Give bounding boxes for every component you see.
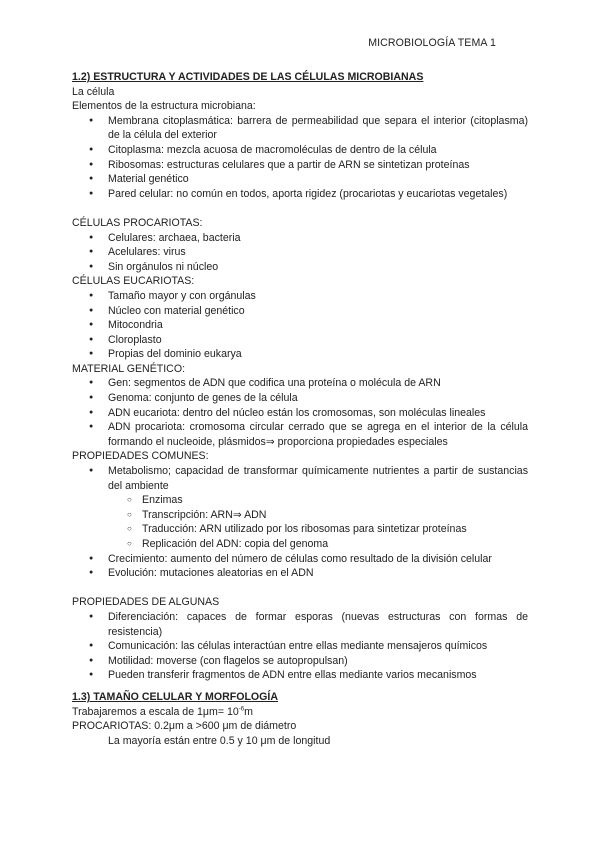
list-item: ● Pared celular: no común en todos, aporta rigidez (procariotas y eucariotas vegetales) bbox=[72, 187, 528, 202]
list-item: ● Tamaño mayor y con orgánulas bbox=[72, 289, 528, 304]
list-item: ● Diferenciación: capaces de formar esporas (nuevas estructuras con formas de resistencia) bbox=[72, 610, 528, 639]
list-item: ● Propias del dominio eukarya bbox=[72, 347, 528, 362]
list-item: ● Núcleo con material genético bbox=[72, 304, 528, 319]
list-item: ● Gen: segmentos de ADN que codifica una proteína o molécula de ARN bbox=[72, 376, 528, 391]
subtitle-la-celula: La célula bbox=[72, 85, 115, 98]
document-body bbox=[72, 70, 528, 748]
escala-unit: m bbox=[244, 705, 253, 718]
procariotas-title: CÉLULAS PROCARIOTAS: bbox=[72, 216, 203, 229]
comunes-list bbox=[72, 464, 528, 493]
escala-line bbox=[72, 705, 528, 720]
genetico-list bbox=[72, 376, 528, 449]
sub-list-item: ○ Traducción: ARN utilizado por los ribosomas para sintetizar proteínas bbox=[72, 522, 528, 537]
list-item: ● Crecimiento: aumento del número de células como resultado de la división celular bbox=[72, 552, 528, 567]
list-item: ● Ribosomas: estructuras celulares que a partir de ARN se sintetizan proteínas bbox=[72, 158, 528, 173]
elementos-list bbox=[72, 114, 528, 202]
list-item: ● ADN eucariota: dentro del núcleo están los cromosomas, son moléculas lineales bbox=[72, 406, 528, 421]
spacer bbox=[72, 581, 528, 596]
eucariotas-list bbox=[72, 289, 528, 362]
list-item: ● Membrana citoplasmática: barrera de permeabilidad que separa el interior (citoplasma) de la célula del exterior bbox=[72, 114, 528, 143]
sub-list-item: ○ Replicación del ADN: copia del genoma bbox=[72, 537, 528, 552]
metabolismo-sublist bbox=[72, 493, 528, 551]
list-item: ● Material genético bbox=[72, 172, 528, 187]
escala-exponent: -6 bbox=[238, 706, 245, 712]
algunas-title: PROPIEDADES DE ALGUNAS bbox=[72, 596, 220, 609]
mayoria-size: La mayoría están entre 0.5 y 10 μm de longitud bbox=[108, 734, 331, 747]
list-item: ● Acelulares: virus bbox=[72, 245, 528, 260]
escala-text: Trabajaremos a escala de 1μm= 10 bbox=[72, 705, 239, 718]
eucariotas-title: CÉLULAS EUCARIOTAS: bbox=[72, 275, 195, 288]
list-item: ● Mitocondria bbox=[72, 318, 528, 333]
section-heading-1-3: 1.3) TAMAÑO CELULAR Y MORFOLOGÍA bbox=[72, 690, 278, 703]
list-item: ● Comunicación: las células interactúan entre ellas mediante mensajeros químicos bbox=[72, 639, 528, 654]
list-item: ● Citoplasma: mezcla acuosa de macromoléculas de dentro de la célula bbox=[72, 143, 528, 158]
procariotas-list bbox=[72, 231, 528, 275]
list-item: ● Pueden transferir fragmentos de ADN entre ellas mediante varios mecanismos bbox=[72, 668, 528, 683]
section-heading-1-2: 1.2) ESTRUCTURA Y ACTIVIDADES DE LAS CÉLULAS MICROBIANAS bbox=[72, 71, 424, 83]
list-item: ● Genoma: conjunto de genes de la célula bbox=[72, 391, 528, 406]
sub-list-item: ○ Enzimas bbox=[72, 493, 528, 508]
genetico-title: MATERIAL GENÉTICO: bbox=[72, 362, 186, 375]
list-item: ● Celulares: archaea, bacteria bbox=[72, 231, 528, 246]
comunes-title: PROPIEDADES COMUNES: bbox=[72, 450, 209, 463]
list-item: ● Sin orgánulos ni núcleo bbox=[72, 260, 528, 275]
list-item: ● Evolución: mutaciones aleatorias en el ADN bbox=[72, 566, 528, 581]
comunes-list-cont bbox=[72, 552, 528, 581]
list-item: ● Metabolismo; capacidad de transformar químicamente nutrientes a partir de sustancias del ambiente bbox=[72, 464, 528, 493]
list-item: ● Cloroplasto bbox=[72, 333, 528, 348]
procariotas-size: PROCARIOTAS: 0.2μm a >600 μm de diámetro bbox=[72, 720, 297, 733]
elementos-intro: Elementos de la estructura microbiana: bbox=[72, 100, 256, 113]
list-item: ● Motilidad: moverse (con flagelos se autopropulsan) bbox=[72, 654, 528, 669]
sub-list-item: ○ Transcripción: ARN⇒ ADN bbox=[72, 508, 528, 523]
algunas-list bbox=[72, 610, 528, 683]
spacer bbox=[72, 201, 528, 216]
page-header-title: MICROBIOLOGÍA TEMA 1 bbox=[368, 37, 496, 49]
list-item: ● ADN procariota: cromosoma circular cerrado que se agrega en el interior de la célula formando el nucleoide, plásmidos⇒ proporciona propiedades especiales bbox=[72, 420, 528, 449]
